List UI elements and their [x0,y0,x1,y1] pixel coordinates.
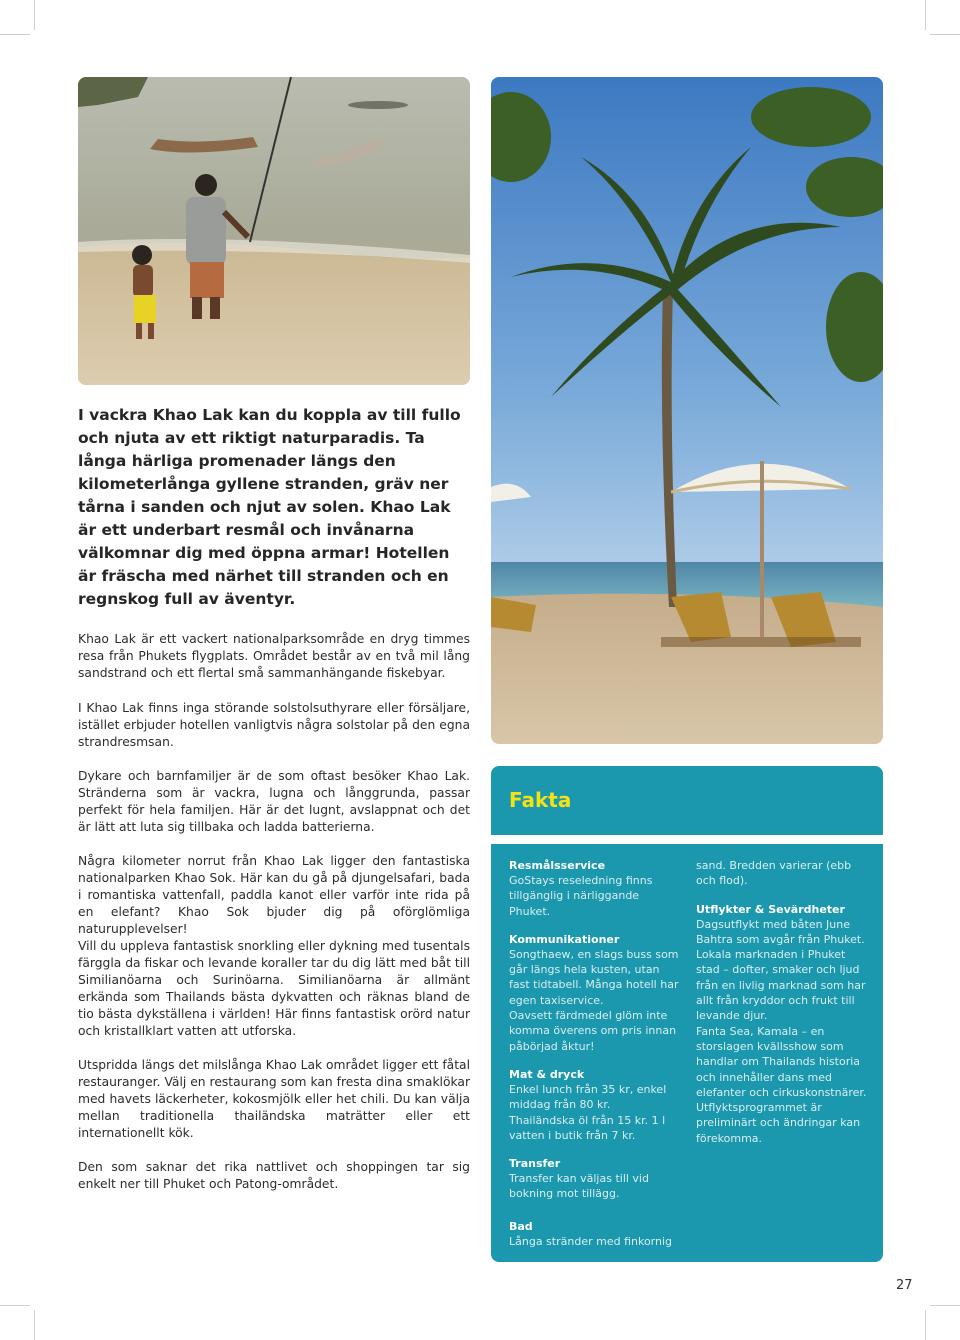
body-paragraph-5 [78,938,470,1040]
section-heading: Mat & dryck [509,1067,585,1081]
section-text: GoStays reseledning finns tillgänglig i närliggande Phuket. [509,874,653,918]
fakta-section-utflykter [696,902,868,1146]
fakta-column-right [696,858,868,1159]
fakta-section-bad [509,1219,679,1249]
fakta-section-resmalsservice [509,858,679,919]
section-heading: Resmålsservice [509,859,606,872]
fakta-column-left [509,858,679,1262]
crop-mark [930,34,960,35]
fakta-section-mat [509,1067,679,1143]
crop-mark [34,1310,35,1340]
section-heading: Kommunikationer [509,932,620,946]
body-paragraph-3 [78,768,470,836]
body-paragraph-6 [78,1057,470,1142]
section-text: Oavsett färdmedel glöm inte komma överens om pris innan påbörjad åktur! [509,1009,677,1053]
section-text: Fanta Sea, Kamala – en storslagen kvällsshow som handlar om Thailands historia och innehåller dans med elefanter och cirkuskonstnärer. Utflyktsprogrammet är preliminärt och ändringar kan förekomma. [696,1024,867,1145]
section-text: Dagsutflykt med båten June Bahtra som avgår från Phuket. Lokala marknaden i Phuket stad – dofter, smaker och ljud från en livlig marknad som har allt från kryddor och frukt till levande djur. [696,917,866,1023]
crop-mark [925,1310,926,1340]
section-heading: Utflykter & Sevärdheter [696,902,845,916]
section-heading: Bad [509,1219,533,1233]
crop-mark [930,1305,960,1306]
crop-mark [925,0,926,30]
section-text: Långa stränder med finkornig [509,1234,673,1248]
paragraph-text: Vill du uppleva fantastisk snorkling eller dykning med tusentals färggla da fiskar och levande koraller tar du dig lätt med båt till Similianöarna och Surinöarna. Similianöarna är allmänt erkända som Thailands bästa dykvatten och räknas bland de tio bästa dykställena i världen! Här finns fantastisk orörd natur och kristallklart vatten att utforska. [78,939,470,1038]
fakta-header [491,766,883,835]
paragraph-text: Några kilometer norrut från Khao Lak ligger den fantastiska nationalparken Khao Sok. Här kan du gå på djungelsafari, bada i romantiska vattenfall, paddla kanot eller varför inte rida på en elefant? Khao Sok bjuder dig på oförglömliga naturupplevelser! [78,854,470,936]
paragraph-text: Dykare och barnfamiljer är de som oftast besöker Khao Lak. Stränderna som är vackra, lugna och långgrunda, passar perfekt för hela familjen. Här är det lugnt, avslappnat och det är lätt att luta sig tillbaka och ladda batterierna. [78,769,470,834]
body-paragraph-1 [78,631,470,682]
body-paragraph-7 [78,1159,470,1193]
body-paragraph-2 [78,700,470,751]
lead-paragraph: I vackra Khao Lak kan du koppla av till fullo och njuta av ett riktigt naturparadis. Ta långa härliga promenader längs den kilometerlånga gyllene stranden, gräv ner tårna i sanden och njut av solen. Khao Lak är ett underbart resmål och invånarna välkomnar dig med öppna armar! Hotellen är fräscha med närhet till stranden och en regnskog full av äventyr. [78,406,461,608]
page-number: 27 [896,1278,913,1293]
body-paragraph-4 [78,853,470,938]
paragraph-text: Den som saknar det rika nattlivet och shoppingen tar sig enkelt ner till Phuket och Patong-området. [78,1160,470,1191]
crop-mark [34,0,35,30]
beach-palm-umbrella-photo [491,77,883,744]
section-text: Transfer kan väljas till vid bokning mot tillägg. [509,1172,649,1201]
fakta-section-bad-continued [696,858,868,889]
fakta-section-transfer [509,1156,679,1202]
section-text: Songthaew, en slags buss som går längs hela kusten, utan fast tidtabell. Många hotell har egen taxiservice. [509,947,679,1007]
section-text: sand. Bredden varierar (ebb och flod). [696,859,852,888]
crop-mark [0,34,30,35]
fakta-title: Fakta [509,788,572,812]
fakta-box [491,844,883,1262]
paragraph-text: Utspridda längs det milslånga Khao Lak området ligger ett fåtal restauranger. Välj en restaurang som kan fresta dina smaklökar med havets läckerheter, kokosmjölk eller het chili. Du kan välja mellan traditionella thailändska maträtter eller ett internationellt kök. [78,1058,470,1140]
section-text: Enkel lunch från 35 kr, enkel middag från 80 kr. Thailändska öl från 15 kr. 1 l vatten i butik från 7 kr. [509,1082,667,1142]
paragraph-text: Khao Lak är ett vackert nationalparksområde en dryg timmes resa från Phukets flygplats. Området består av en två mil lång sandstrand och ett flertal små sammanhängande fiskebyar. [78,632,470,680]
crop-mark [0,1305,30,1306]
section-heading: Transfer [509,1157,561,1171]
paragraph-text: I Khao Lak finns inga störande solstolsuthyrare eller försäljare, istället erbjuder hotellen vanligtvis några solstolar på den egna strandresmsan. [78,701,470,749]
fakta-section-kommunikationer [509,932,679,1054]
beach-fishing-photo [78,77,470,385]
